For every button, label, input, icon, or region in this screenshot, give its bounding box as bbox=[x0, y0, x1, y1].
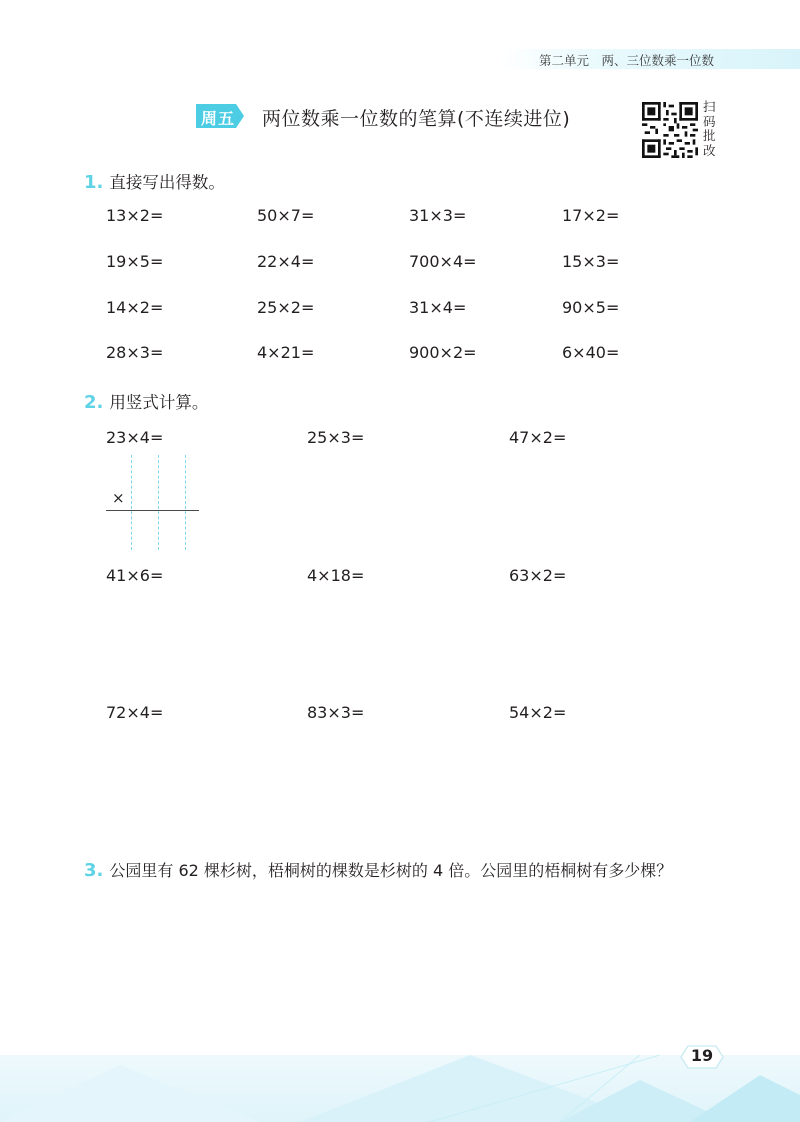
math-problem: 22×4= bbox=[257, 252, 315, 271]
vertical-calc-problem: 72×4= bbox=[106, 703, 164, 722]
section-number: 2. bbox=[84, 392, 104, 413]
math-problem: 900×2= bbox=[409, 343, 477, 362]
scan-label bbox=[703, 100, 717, 158]
math-problem: 6×40= bbox=[562, 343, 620, 362]
lesson-title: 两位数乘一位数的笔算(不连续进位) bbox=[262, 108, 571, 130]
vertical-calc-problem: 54×2= bbox=[509, 703, 567, 722]
vertical-calc-problem: 23×4= bbox=[106, 428, 164, 447]
word-problem-text: 公园里有 62 棵杉树，梧桐树的棵数是杉树的 4 倍。公园里的梧桐树有多少棵？ bbox=[109, 861, 673, 880]
math-problem: 700×4= bbox=[409, 252, 477, 271]
section-3-question bbox=[84, 858, 672, 881]
column-guide-line bbox=[158, 455, 159, 550]
section-1-heading bbox=[84, 169, 225, 193]
calc-underline bbox=[106, 510, 199, 511]
section-number: 3. bbox=[84, 860, 104, 881]
vertical-calc-problem: 63×2= bbox=[509, 566, 567, 585]
column-guide-line bbox=[185, 455, 186, 550]
vertical-calc-problem: 83×3= bbox=[307, 703, 365, 722]
scan-label-char: 改 bbox=[703, 142, 716, 158]
vertical-calc-problem: 25×3= bbox=[307, 428, 365, 447]
math-problem: 19×5= bbox=[106, 252, 164, 271]
math-problem: 4×21= bbox=[257, 343, 315, 362]
math-problem: 90×5= bbox=[562, 298, 620, 317]
math-problem: 25×2= bbox=[257, 298, 315, 317]
vertical-calc-problem: 41×6= bbox=[106, 566, 164, 585]
scan-label-char: 批 bbox=[703, 128, 716, 143]
scan-label-char: 扫 bbox=[703, 99, 716, 114]
math-problem: 50×7= bbox=[257, 206, 315, 225]
math-problem: 31×4= bbox=[409, 298, 467, 317]
section-title: 直接写出得数。 bbox=[109, 173, 225, 192]
math-problem: 17×2= bbox=[562, 206, 620, 225]
vertical-calc-problem: 47×2= bbox=[509, 428, 567, 447]
vertical-calc-problem: 4×18= bbox=[307, 566, 365, 585]
page-number: 19 bbox=[690, 1046, 714, 1065]
column-guide-line bbox=[131, 455, 132, 550]
math-problem: 15×3= bbox=[562, 252, 620, 271]
scan-label-char: 码 bbox=[703, 113, 716, 129]
day-tag-label: 周五 bbox=[201, 109, 236, 128]
math-problem: 14×2= bbox=[106, 298, 164, 317]
section-number: 1. bbox=[84, 172, 104, 193]
section-2-heading bbox=[84, 389, 208, 413]
unit-title: 第二单元 两、三位数乘一位数 bbox=[538, 53, 714, 68]
times-sign: × bbox=[112, 489, 125, 507]
qr-code-icon[interactable] bbox=[642, 102, 698, 158]
math-problem: 31×3= bbox=[409, 206, 467, 225]
day-tag bbox=[196, 104, 244, 128]
math-problem: 28×3= bbox=[106, 343, 164, 362]
math-problem: 13×2= bbox=[106, 206, 164, 225]
section-title: 用竖式计算。 bbox=[109, 393, 209, 412]
